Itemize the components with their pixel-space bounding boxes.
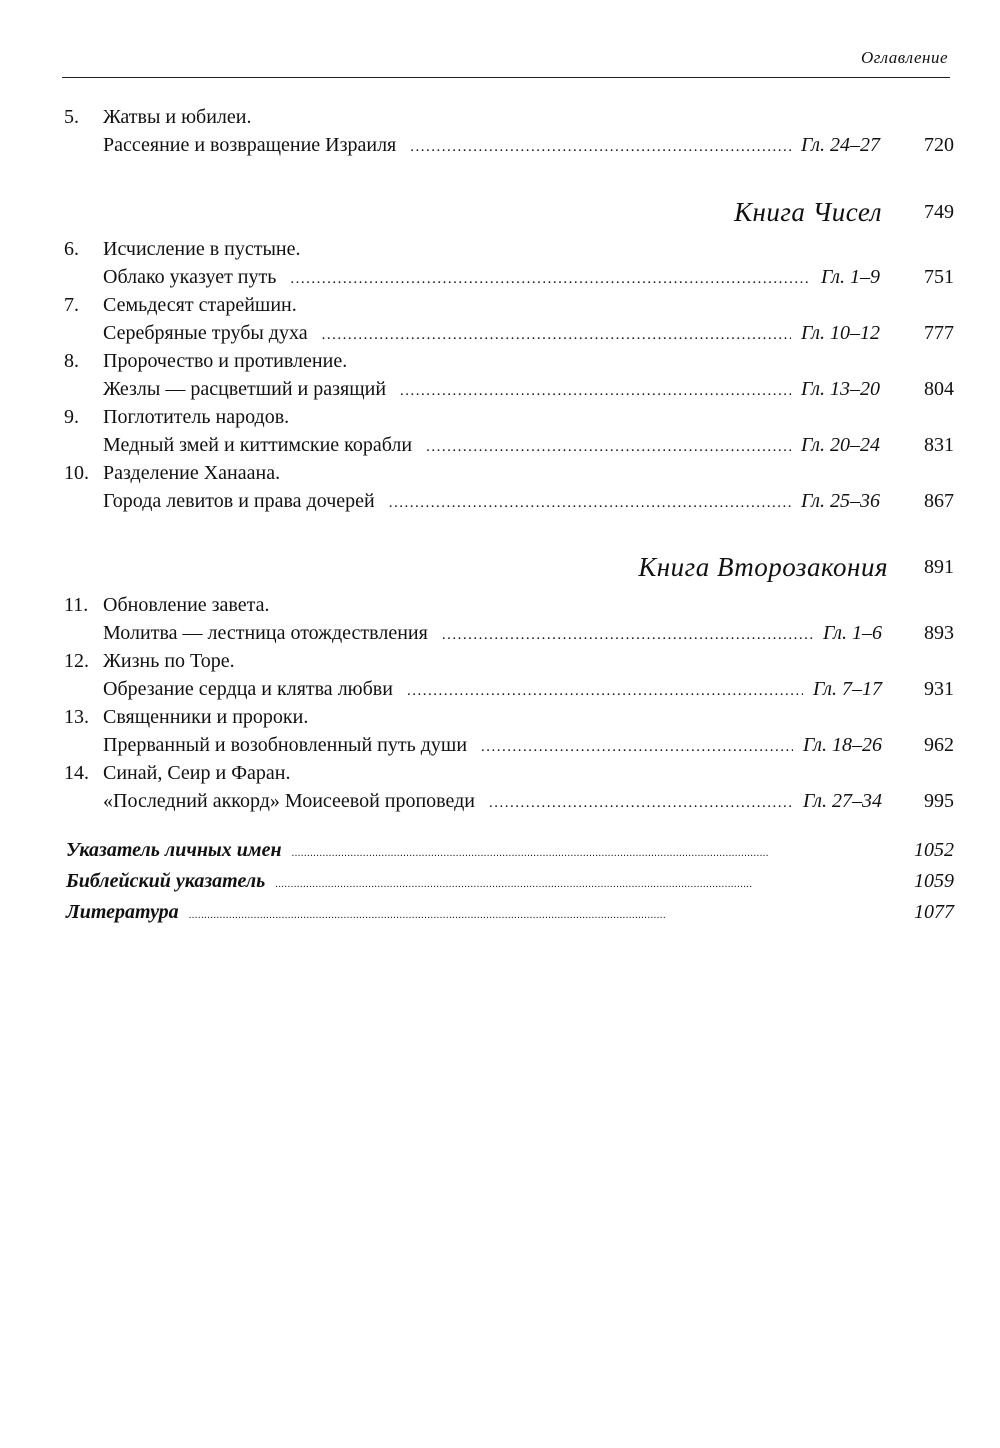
dot-leader xyxy=(489,789,793,817)
index-title: Литература xyxy=(66,901,179,923)
toc-entry[interactable] xyxy=(0,703,1000,759)
entry-number: 6. xyxy=(64,238,79,260)
entry-subtitle: Жезлы — расцветший и разящий xyxy=(103,378,387,400)
entry-chapters: Гл. 18–26 xyxy=(802,734,882,756)
running-head: Оглавление xyxy=(860,48,948,67)
entry-subtitle: Медный змей и киттимские корабли xyxy=(103,434,413,456)
index-entry[interactable] xyxy=(0,870,1000,898)
index-title: Указатель личных имен xyxy=(66,839,282,861)
dot-leader xyxy=(292,848,882,859)
entry-title: Разделение Ханаана. xyxy=(103,462,281,484)
entry-title: Обновление завета. xyxy=(103,594,270,616)
toc-entry[interactable] xyxy=(0,759,1000,815)
entry-page: 831 xyxy=(924,434,954,456)
entry-subtitle: Серебряные трубы духа xyxy=(103,322,308,344)
entry-subtitle: Облако указует путь xyxy=(103,266,277,288)
entry-page: 867 xyxy=(924,490,954,512)
dot-leader xyxy=(410,133,791,161)
index-entry[interactable] xyxy=(0,901,1000,929)
entry-number: 7. xyxy=(64,294,79,316)
index-page: 1077 xyxy=(914,901,954,923)
entry-number: 5. xyxy=(64,106,79,128)
book-heading[interactable] xyxy=(0,552,1000,586)
entry-subtitle: Прерванный и возобновленный путь души xyxy=(103,734,468,756)
entry-title: Поглотитель народов. xyxy=(103,406,290,428)
entry-title: Жизнь по Торе. xyxy=(103,650,235,672)
entry-subtitle: Рассеяние и возвращение Израиля xyxy=(103,134,397,156)
entry-page: 804 xyxy=(924,378,954,400)
toc-entry[interactable] xyxy=(0,347,1000,403)
book-page: 749 xyxy=(924,201,954,223)
entry-chapters: Гл. 25–36 xyxy=(800,490,880,512)
dot-leader xyxy=(389,489,791,517)
book-heading[interactable] xyxy=(0,197,1000,231)
book-page: 891 xyxy=(924,556,954,578)
toc-entry[interactable] xyxy=(0,403,1000,459)
toc-entry[interactable] xyxy=(0,291,1000,347)
entry-number: 10. xyxy=(64,462,89,484)
entry-number: 9. xyxy=(64,406,79,428)
dot-leader xyxy=(322,321,791,349)
entry-title: Семьдесят старейшин. xyxy=(103,294,297,316)
entry-number: 14. xyxy=(64,762,89,784)
entry-page: 720 xyxy=(924,134,954,156)
entry-subtitle: Молитва — лестница отождествления xyxy=(103,622,428,644)
entry-title: Пророчество и противление. xyxy=(103,350,348,372)
dot-leader xyxy=(400,377,791,405)
entry-subtitle: Города левитов и права дочерей xyxy=(103,490,375,512)
dot-leader xyxy=(407,677,803,705)
entry-page: 995 xyxy=(924,790,954,812)
entry-title: Жатвы и юбилеи. xyxy=(103,106,252,128)
entry-chapters: Гл. 13–20 xyxy=(800,378,880,400)
entry-title: Синай, Сеир и Фаран. xyxy=(103,762,291,784)
entry-number: 8. xyxy=(64,350,79,372)
entry-page: 962 xyxy=(924,734,954,756)
entry-subtitle: Обрезание сердца и клятва любви xyxy=(103,678,393,700)
entry-number: 13. xyxy=(64,706,89,728)
entry-page: 777 xyxy=(924,322,954,344)
dot-leader xyxy=(481,733,793,761)
entry-chapters: Гл. 1–6 xyxy=(822,622,882,644)
entry-page: 893 xyxy=(924,622,954,644)
header-rule xyxy=(62,77,950,78)
entry-page: 751 xyxy=(924,266,954,288)
entry-title: Священники и пророки. xyxy=(103,706,309,728)
dot-leader xyxy=(290,265,811,293)
toc-entry[interactable] xyxy=(0,459,1000,515)
entry-chapters: Гл. 7–17 xyxy=(812,678,882,700)
index-page: 1059 xyxy=(914,870,954,892)
dot-leader xyxy=(426,433,791,461)
toc-entry[interactable] xyxy=(0,647,1000,703)
entry-chapters: Гл. 10–12 xyxy=(800,322,880,344)
dot-leader xyxy=(275,879,882,890)
book-title: Книга Чисел xyxy=(734,197,882,227)
index-title: Библейский указатель xyxy=(66,870,266,892)
entry-chapters: Гл. 20–24 xyxy=(800,434,880,456)
index-page: 1052 xyxy=(914,839,954,861)
dot-leader xyxy=(442,621,813,649)
index-entry[interactable] xyxy=(0,839,1000,867)
entry-page: 931 xyxy=(924,678,954,700)
toc-entry[interactable] xyxy=(0,591,1000,647)
entry-chapters: Гл. 27–34 xyxy=(802,790,882,812)
toc-entry[interactable] xyxy=(0,103,1000,159)
entry-number: 11. xyxy=(64,594,89,616)
entry-chapters: Гл. 24–27 xyxy=(800,134,880,156)
entry-title: Исчисление в пустыне. xyxy=(103,238,301,260)
dot-leader xyxy=(189,910,882,921)
book-title: Книга Второзакония xyxy=(638,552,888,582)
toc-entry[interactable] xyxy=(0,235,1000,291)
entry-number: 12. xyxy=(64,650,89,672)
entry-chapters: Гл. 1–9 xyxy=(820,266,880,288)
entry-subtitle: «Последний аккорд» Моисеевой проповеди xyxy=(103,790,476,812)
